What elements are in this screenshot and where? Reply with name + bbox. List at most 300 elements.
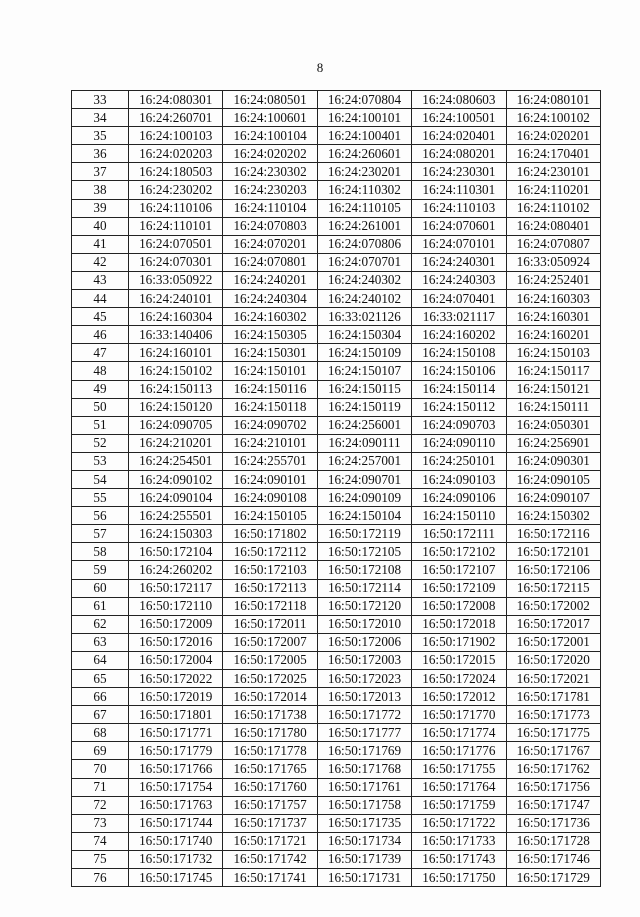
cadastral-number-cell: 16:24:050301 <box>506 416 600 434</box>
cadastral-number-cell: 16:24:110104 <box>223 199 317 217</box>
cadastral-number-cell: 16:50:172119 <box>317 525 411 543</box>
cadastral-number-cell: 16:24:090702 <box>223 416 317 434</box>
cadastral-number-cell: 16:24:110106 <box>129 199 223 217</box>
cadastral-number-cell: 16:24:160304 <box>129 308 223 326</box>
cadastral-number-cell: 16:50:172016 <box>129 633 223 651</box>
table-row <box>72 724 601 742</box>
table-row <box>72 760 601 778</box>
cadastral-number-cell: 16:24:080603 <box>412 91 506 109</box>
row-number-cell: 68 <box>72 724 129 742</box>
cadastral-number-cell: 16:50:171722 <box>412 814 506 832</box>
cadastral-number-cell: 16:50:171902 <box>412 633 506 651</box>
cadastral-number-cell: 16:24:070301 <box>129 253 223 271</box>
cadastral-number-cell: 16:50:172106 <box>506 561 600 579</box>
cadastral-number-cell: 16:24:100501 <box>412 109 506 127</box>
cadastral-number-cell: 16:24:150106 <box>412 362 506 380</box>
cadastral-number-cell: 16:24:230301 <box>412 163 506 181</box>
cadastral-number-cell: 16:24:150108 <box>412 344 506 362</box>
cadastral-number-cell: 16:33:140406 <box>129 326 223 344</box>
row-number-cell: 66 <box>72 688 129 706</box>
cadastral-number-cell: 16:24:261001 <box>317 217 411 235</box>
table-row <box>72 489 601 507</box>
cadastral-number-cell: 16:50:172023 <box>317 670 411 688</box>
cadastral-number-cell: 16:24:070807 <box>506 235 600 253</box>
cadastral-number-cell: 16:50:171735 <box>317 814 411 832</box>
cadastral-number-cell: 16:24:230302 <box>223 163 317 181</box>
cadastral-number-cell: 16:24:110103 <box>412 199 506 217</box>
row-number-cell: 49 <box>72 380 129 398</box>
cadastral-number-cell: 16:50:171762 <box>506 760 600 778</box>
table-row <box>72 869 601 887</box>
row-number-cell: 59 <box>72 561 129 579</box>
cadastral-number-cell: 16:50:171721 <box>223 832 317 850</box>
cadastral-number-cell: 16:24:150111 <box>506 398 600 416</box>
row-number-cell: 42 <box>72 253 129 271</box>
cadastral-number-cell: 16:24:260202 <box>129 561 223 579</box>
table-row <box>72 597 601 615</box>
cadastral-number-cell: 16:24:150110 <box>412 507 506 525</box>
cadastral-number-cell: 16:24:090703 <box>412 416 506 434</box>
cadastral-number-cell: 16:24:250101 <box>412 452 506 470</box>
cadastral-number-cell: 16:50:172008 <box>412 597 506 615</box>
row-number-cell: 41 <box>72 235 129 253</box>
table-row <box>72 670 601 688</box>
table-body <box>72 91 601 887</box>
cadastral-number-cell: 16:24:240302 <box>317 271 411 289</box>
table-row <box>72 109 601 127</box>
table-row <box>72 308 601 326</box>
cadastral-number-cell: 16:50:172006 <box>317 633 411 651</box>
cadastral-number-cell: 16:24:100101 <box>317 109 411 127</box>
cadastral-number-cell: 16:24:180503 <box>129 163 223 181</box>
cadastral-number-cell: 16:50:171729 <box>506 869 600 887</box>
cadastral-number-cell: 16:24:070401 <box>412 290 506 308</box>
cadastral-number-cell: 16:24:070804 <box>317 91 411 109</box>
row-number-cell: 39 <box>72 199 129 217</box>
table-row <box>72 271 601 289</box>
cadastral-number-cell: 16:50:172012 <box>412 688 506 706</box>
cadastral-number-cell: 16:24:070101 <box>412 235 506 253</box>
cadastral-number-cell: 16:50:171771 <box>129 724 223 742</box>
cadastral-numbers-table <box>71 90 601 887</box>
cadastral-number-cell: 16:24:070803 <box>223 217 317 235</box>
cadastral-number-cell: 16:24:160301 <box>506 308 600 326</box>
cadastral-number-cell: 16:50:171744 <box>129 814 223 832</box>
cadastral-number-cell: 16:50:171742 <box>223 850 317 868</box>
cadastral-number-cell: 16:50:171731 <box>317 869 411 887</box>
row-number-cell: 58 <box>72 543 129 561</box>
cadastral-number-cell: 16:24:090103 <box>412 470 506 488</box>
cadastral-number-cell: 16:24:100401 <box>317 127 411 145</box>
cadastral-number-cell: 16:33:021126 <box>317 308 411 326</box>
cadastral-number-cell: 16:24:070801 <box>223 253 317 271</box>
row-number-cell: 51 <box>72 416 129 434</box>
cadastral-number-cell: 16:50:172115 <box>506 579 600 597</box>
cadastral-number-cell: 16:24:090101 <box>223 470 317 488</box>
cadastral-number-cell: 16:50:172003 <box>317 651 411 669</box>
cadastral-number-cell: 16:24:090104 <box>129 489 223 507</box>
cadastral-number-cell: 16:24:020203 <box>129 145 223 163</box>
cadastral-number-cell: 16:24:240303 <box>412 271 506 289</box>
cadastral-number-cell: 16:24:110105 <box>317 199 411 217</box>
cadastral-number-cell: 16:50:171733 <box>412 832 506 850</box>
cadastral-number-cell: 16:50:171750 <box>412 869 506 887</box>
cadastral-number-cell: 16:50:172101 <box>506 543 600 561</box>
cadastral-number-cell: 16:24:080401 <box>506 217 600 235</box>
cadastral-number-cell: 16:50:171763 <box>129 796 223 814</box>
cadastral-number-cell: 16:24:150121 <box>506 380 600 398</box>
cadastral-number-cell: 16:24:070601 <box>412 217 506 235</box>
cadastral-number-cell: 16:50:171777 <box>317 724 411 742</box>
cadastral-number-cell: 16:50:171758 <box>317 796 411 814</box>
table-row <box>72 579 601 597</box>
row-number-cell: 63 <box>72 633 129 651</box>
cadastral-number-cell: 16:24:150120 <box>129 398 223 416</box>
cadastral-number-cell: 16:24:160202 <box>412 326 506 344</box>
cadastral-number-cell: 16:50:171765 <box>223 760 317 778</box>
cadastral-number-cell: 16:24:210101 <box>223 434 317 452</box>
cadastral-number-cell: 16:24:257001 <box>317 452 411 470</box>
cadastral-number-cell: 16:24:090109 <box>317 489 411 507</box>
cadastral-number-cell: 16:24:090705 <box>129 416 223 434</box>
row-number-cell: 43 <box>72 271 129 289</box>
table-row <box>72 344 601 362</box>
table-row <box>72 615 601 633</box>
cadastral-number-cell: 16:24:230201 <box>317 163 411 181</box>
row-number-cell: 48 <box>72 362 129 380</box>
cadastral-number-cell: 16:24:080501 <box>223 91 317 109</box>
cadastral-number-cell: 16:24:240304 <box>223 290 317 308</box>
row-number-cell: 74 <box>72 832 129 850</box>
cadastral-number-cell: 16:50:171759 <box>412 796 506 814</box>
row-number-cell: 69 <box>72 742 129 760</box>
cadastral-number-cell: 16:50:172118 <box>223 597 317 615</box>
cadastral-number-cell: 16:24:256901 <box>506 434 600 452</box>
cadastral-number-cell: 16:50:172007 <box>223 633 317 651</box>
cadastral-number-cell: 16:50:172114 <box>317 579 411 597</box>
cadastral-number-cell: 16:24:260601 <box>317 145 411 163</box>
cadastral-number-cell: 16:24:090108 <box>223 489 317 507</box>
cadastral-number-cell: 16:50:172021 <box>506 670 600 688</box>
table-row <box>72 688 601 706</box>
cadastral-number-cell: 16:24:070806 <box>317 235 411 253</box>
cadastral-number-cell: 16:50:171801 <box>129 706 223 724</box>
cadastral-number-cell: 16:24:240102 <box>317 290 411 308</box>
cadastral-number-cell: 16:24:230203 <box>223 181 317 199</box>
table-row <box>72 290 601 308</box>
row-number-cell: 44 <box>72 290 129 308</box>
cadastral-number-cell: 16:50:172017 <box>506 615 600 633</box>
row-number-cell: 46 <box>72 326 129 344</box>
cadastral-number-cell: 16:50:172107 <box>412 561 506 579</box>
row-number-cell: 38 <box>72 181 129 199</box>
table-row <box>72 163 601 181</box>
table-row <box>72 127 601 145</box>
table-row <box>72 380 601 398</box>
cadastral-number-cell: 16:24:150116 <box>223 380 317 398</box>
row-number-cell: 53 <box>72 452 129 470</box>
cadastral-number-cell: 16:50:172013 <box>317 688 411 706</box>
row-number-cell: 57 <box>72 525 129 543</box>
cadastral-number-cell: 16:50:172117 <box>129 579 223 597</box>
row-number-cell: 50 <box>72 398 129 416</box>
cadastral-number-cell: 16:24:110201 <box>506 181 600 199</box>
cadastral-number-cell: 16:24:240201 <box>223 271 317 289</box>
cadastral-number-cell: 16:24:070501 <box>129 235 223 253</box>
cadastral-number-cell: 16:50:172103 <box>223 561 317 579</box>
row-number-cell: 65 <box>72 670 129 688</box>
cadastral-number-cell: 16:50:172022 <box>129 670 223 688</box>
cadastral-number-cell: 16:24:170401 <box>506 145 600 163</box>
table-row <box>72 832 601 850</box>
cadastral-number-cell: 16:24:150302 <box>506 507 600 525</box>
cadastral-number-cell: 16:24:110301 <box>412 181 506 199</box>
cadastral-number-cell: 16:33:050922 <box>129 271 223 289</box>
cadastral-number-cell: 16:50:172011 <box>223 615 317 633</box>
cadastral-number-cell: 16:24:110302 <box>317 181 411 199</box>
table-row <box>72 814 601 832</box>
cadastral-number-cell: 16:24:230202 <box>129 181 223 199</box>
cadastral-number-cell: 16:50:171738 <box>223 706 317 724</box>
table-row <box>72 778 601 796</box>
cadastral-number-cell: 16:24:080101 <box>506 91 600 109</box>
table-row <box>72 91 601 109</box>
cadastral-number-cell: 16:24:150304 <box>317 326 411 344</box>
table-row <box>72 416 601 434</box>
row-number-cell: 67 <box>72 706 129 724</box>
cadastral-number-cell: 16:50:171779 <box>129 742 223 760</box>
cadastral-number-cell: 16:24:255501 <box>129 507 223 525</box>
cadastral-number-cell: 16:50:171773 <box>506 706 600 724</box>
cadastral-number-cell: 16:24:090107 <box>506 489 600 507</box>
cadastral-number-cell: 16:24:255701 <box>223 452 317 470</box>
row-number-cell: 61 <box>72 597 129 615</box>
row-number-cell: 56 <box>72 507 129 525</box>
cadastral-number-cell: 16:50:171772 <box>317 706 411 724</box>
cadastral-number-cell: 16:50:172112 <box>223 543 317 561</box>
cadastral-number-cell: 16:24:240301 <box>412 253 506 271</box>
cadastral-number-cell: 16:24:100102 <box>506 109 600 127</box>
table-row <box>72 706 601 724</box>
table-row <box>72 326 601 344</box>
row-number-cell: 71 <box>72 778 129 796</box>
row-number-cell: 73 <box>72 814 129 832</box>
cadastral-number-cell: 16:50:171734 <box>317 832 411 850</box>
row-number-cell: 70 <box>72 760 129 778</box>
cadastral-number-cell: 16:50:171741 <box>223 869 317 887</box>
cadastral-number-cell: 16:24:150102 <box>129 362 223 380</box>
row-number-cell: 35 <box>72 127 129 145</box>
cadastral-number-cell: 16:24:100104 <box>223 127 317 145</box>
row-number-cell: 36 <box>72 145 129 163</box>
cadastral-number-cell: 16:24:150114 <box>412 380 506 398</box>
table-row <box>72 434 601 452</box>
cadastral-number-cell: 16:50:171740 <box>129 832 223 850</box>
table-row <box>72 796 601 814</box>
row-number-cell: 54 <box>72 470 129 488</box>
cadastral-number-cell: 16:24:150103 <box>506 344 600 362</box>
cadastral-number-cell: 16:50:171747 <box>506 796 600 814</box>
cadastral-number-cell: 16:24:254501 <box>129 452 223 470</box>
cadastral-number-cell: 16:24:210201 <box>129 434 223 452</box>
cadastral-number-cell: 16:33:050924 <box>506 253 600 271</box>
cadastral-number-cell: 16:24:080301 <box>129 91 223 109</box>
cadastral-number-cell: 16:33:021117 <box>412 308 506 326</box>
cadastral-number-cell: 16:50:172014 <box>223 688 317 706</box>
cadastral-number-cell: 16:24:150109 <box>317 344 411 362</box>
table-row <box>72 217 601 235</box>
row-number-cell: 52 <box>72 434 129 452</box>
cadastral-number-cell: 16:24:160302 <box>223 308 317 326</box>
cadastral-number-cell: 16:24:020202 <box>223 145 317 163</box>
cadastral-number-cell: 16:50:172110 <box>129 597 223 615</box>
cadastral-number-cell: 16:50:171776 <box>412 742 506 760</box>
cadastral-number-cell: 16:24:090106 <box>412 489 506 507</box>
cadastral-number-cell: 16:24:110101 <box>129 217 223 235</box>
cadastral-number-cell: 16:50:171732 <box>129 850 223 868</box>
row-number-cell: 64 <box>72 651 129 669</box>
table-row <box>72 470 601 488</box>
cadastral-number-cell: 16:50:171754 <box>129 778 223 796</box>
cadastral-number-cell: 16:24:150119 <box>317 398 411 416</box>
cadastral-number-cell: 16:24:150305 <box>223 326 317 344</box>
cadastral-number-cell: 16:24:110102 <box>506 199 600 217</box>
cadastral-number-cell: 16:24:240101 <box>129 290 223 308</box>
cadastral-number-cell: 16:50:171728 <box>506 832 600 850</box>
cadastral-number-cell: 16:50:172104 <box>129 543 223 561</box>
cadastral-number-cell: 16:24:090301 <box>506 452 600 470</box>
cadastral-number-cell: 16:50:171778 <box>223 742 317 760</box>
cadastral-number-cell: 16:50:171757 <box>223 796 317 814</box>
table-row <box>72 362 601 380</box>
cadastral-number-cell: 16:50:171770 <box>412 706 506 724</box>
cadastral-number-cell: 16:50:171739 <box>317 850 411 868</box>
cadastral-number-cell: 16:24:230101 <box>506 163 600 181</box>
cadastral-number-cell: 16:50:171760 <box>223 778 317 796</box>
cadastral-number-cell: 16:50:172015 <box>412 651 506 669</box>
page-number: 8 <box>316 60 324 75</box>
cadastral-number-cell: 16:24:252401 <box>506 271 600 289</box>
cadastral-number-cell: 16:50:171746 <box>506 850 600 868</box>
cadastral-number-cell: 16:50:171743 <box>412 850 506 868</box>
cadastral-number-cell: 16:24:020401 <box>412 127 506 145</box>
cadastral-number-cell: 16:24:080201 <box>412 145 506 163</box>
cadastral-number-cell: 16:50:171767 <box>506 742 600 760</box>
cadastral-number-cell: 16:50:171766 <box>129 760 223 778</box>
cadastral-number-cell: 16:50:172020 <box>506 651 600 669</box>
cadastral-number-cell: 16:50:172024 <box>412 670 506 688</box>
row-number-cell: 75 <box>72 850 129 868</box>
cadastral-number-cell: 16:24:150301 <box>223 344 317 362</box>
cadastral-number-cell: 16:50:172120 <box>317 597 411 615</box>
row-number-cell: 62 <box>72 615 129 633</box>
cadastral-number-cell: 16:24:090110 <box>412 434 506 452</box>
cadastral-number-cell: 16:24:160101 <box>129 344 223 362</box>
cadastral-number-cell: 16:24:150118 <box>223 398 317 416</box>
table-row <box>72 525 601 543</box>
row-number-cell: 33 <box>72 91 129 109</box>
table-row <box>72 651 601 669</box>
cadastral-number-cell: 16:24:070701 <box>317 253 411 271</box>
cadastral-number-cell: 16:50:171775 <box>506 724 600 742</box>
row-number-cell: 40 <box>72 217 129 235</box>
cadastral-number-cell: 16:50:171737 <box>223 814 317 832</box>
cadastral-number-cell: 16:50:171781 <box>506 688 600 706</box>
cadastral-number-cell: 16:50:172002 <box>506 597 600 615</box>
row-number-cell: 45 <box>72 308 129 326</box>
cadastral-number-cell: 16:24:020201 <box>506 127 600 145</box>
cadastral-number-cell: 16:50:171774 <box>412 724 506 742</box>
cadastral-number-cell: 16:24:150101 <box>223 362 317 380</box>
table-row <box>72 561 601 579</box>
cadastral-number-cell: 16:50:171802 <box>223 525 317 543</box>
cadastral-number-cell: 16:50:171768 <box>317 760 411 778</box>
cadastral-number-cell: 16:24:260701 <box>129 109 223 127</box>
cadastral-number-cell: 16:24:100103 <box>129 127 223 145</box>
table-row <box>72 253 601 271</box>
cadastral-number-cell: 16:24:160201 <box>506 326 600 344</box>
cadastral-number-cell: 16:50:172111 <box>412 525 506 543</box>
cadastral-number-cell: 16:50:171756 <box>506 778 600 796</box>
cadastral-number-cell: 16:24:150107 <box>317 362 411 380</box>
cadastral-number-cell: 16:50:172005 <box>223 651 317 669</box>
table-row <box>72 633 601 651</box>
cadastral-number-cell: 16:24:100601 <box>223 109 317 127</box>
cadastral-number-cell: 16:24:160303 <box>506 290 600 308</box>
cadastral-number-cell: 16:50:172018 <box>412 615 506 633</box>
cadastral-number-cell: 16:50:171745 <box>129 869 223 887</box>
cadastral-number-cell: 16:50:172116 <box>506 525 600 543</box>
cadastral-number-cell: 16:24:090105 <box>506 470 600 488</box>
row-number-cell: 55 <box>72 489 129 507</box>
cadastral-number-cell: 16:24:090701 <box>317 470 411 488</box>
cadastral-number-cell: 16:24:150115 <box>317 380 411 398</box>
cadastral-number-cell: 16:50:172102 <box>412 543 506 561</box>
cadastral-number-cell: 16:24:150117 <box>506 362 600 380</box>
cadastral-number-cell: 16:50:172010 <box>317 615 411 633</box>
table-row <box>72 452 601 470</box>
table-row <box>72 398 601 416</box>
cadastral-number-cell: 16:50:171755 <box>412 760 506 778</box>
cadastral-number-cell: 16:50:172105 <box>317 543 411 561</box>
cadastral-number-cell: 16:24:150303 <box>129 525 223 543</box>
cadastral-number-cell: 16:50:171780 <box>223 724 317 742</box>
cadastral-number-cell: 16:24:256001 <box>317 416 411 434</box>
row-number-cell: 72 <box>72 796 129 814</box>
row-number-cell: 37 <box>72 163 129 181</box>
cadastral-number-cell: 16:50:172109 <box>412 579 506 597</box>
cadastral-number-cell: 16:50:171736 <box>506 814 600 832</box>
cadastral-number-cell: 16:24:150113 <box>129 380 223 398</box>
cadastral-number-cell: 16:50:172025 <box>223 670 317 688</box>
table-row <box>72 235 601 253</box>
table-row <box>72 507 601 525</box>
cadastral-number-cell: 16:50:171769 <box>317 742 411 760</box>
cadastral-number-cell: 16:50:172009 <box>129 615 223 633</box>
cadastral-number-cell: 16:50:172004 <box>129 651 223 669</box>
table-row <box>72 145 601 163</box>
table-row <box>72 543 601 561</box>
cadastral-number-cell: 16:24:150105 <box>223 507 317 525</box>
table-row <box>72 181 601 199</box>
cadastral-number-cell: 16:50:172108 <box>317 561 411 579</box>
row-number-cell: 47 <box>72 344 129 362</box>
table-row <box>72 850 601 868</box>
cadastral-number-cell: 16:50:172001 <box>506 633 600 651</box>
table-row <box>72 742 601 760</box>
cadastral-number-cell: 16:50:172113 <box>223 579 317 597</box>
row-number-cell: 76 <box>72 869 129 887</box>
